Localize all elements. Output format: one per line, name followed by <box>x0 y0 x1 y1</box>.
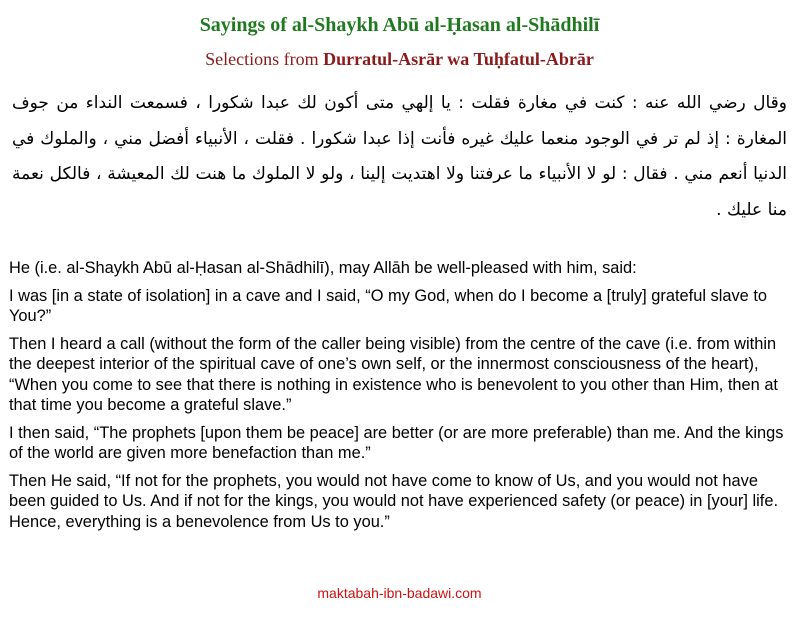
arabic-text: وقال رضي الله عنه : كنت في مغارة فقلت : يا إلهي متى أكون لك عبدا شكورا ، فسمعت النداء من جوف المغارة : إذ لم تر في الوجود منعما عليك غيره فأنت إذا عبدا شكورا . فقلت ، الأنبياء أفضل مني ، والملوك في الدنيا أنعم مني . فقال : لو لا الأنبياء ما عرفتنا ولا اهتديت إلينا ، ولو لا الملوك ما هنت لك المعيشة ، فالكل نعمة منا عليك . <box>12 93 787 220</box>
subtitle-source: Durratul-Asrār wa Tuḥfatul-Abrār <box>323 49 594 69</box>
translation-paragraph: I was [in a state of isolation] in a cave and I said, “O my God, when do I become a [truly] grateful slave to You?” <box>9 286 767 325</box>
footer-site-link[interactable]: maktabah-ibn-badawi.com <box>317 585 482 601</box>
subtitle-prefix: Selections from <box>205 49 324 69</box>
page-title: Sayings of al-Shaykh Abū al-Ḥasan al-Shādhilī <box>199 14 600 36</box>
translation-paragraph: He (i.e. al-Shaykh Abū al-Ḥasan al-Shādhilī), may Allāh be well-pleased with him, said: <box>9 259 637 277</box>
translation-paragraph: Then I heard a call (without the form of the caller being visible) from the centre of the cave (i.e. from within the deepest interior of the spiritual cave of one’s own self, or the innermost consciousness of the heart), “When you come to see that there is nothing in existence who is benevolent to you other than Him, then at that time you become a grateful slave.” <box>9 334 778 414</box>
english-translation <box>9 258 793 539</box>
translation-paragraph: Then He said, “If not for the prophets, you would not have come to know of Us, and you would not have been guided to Us. And if not for the kings, you would not have experienced safety (or peace) in [your] life. Hence, everything is a benevolence from Us to you.” <box>9 471 778 531</box>
page-subtitle <box>0 48 799 70</box>
translation-paragraph: I then said, “The prophets [upon them be peace] are better (or are more preferable) than me. And the kings of the world are given more benefaction than me.” <box>9 423 784 462</box>
